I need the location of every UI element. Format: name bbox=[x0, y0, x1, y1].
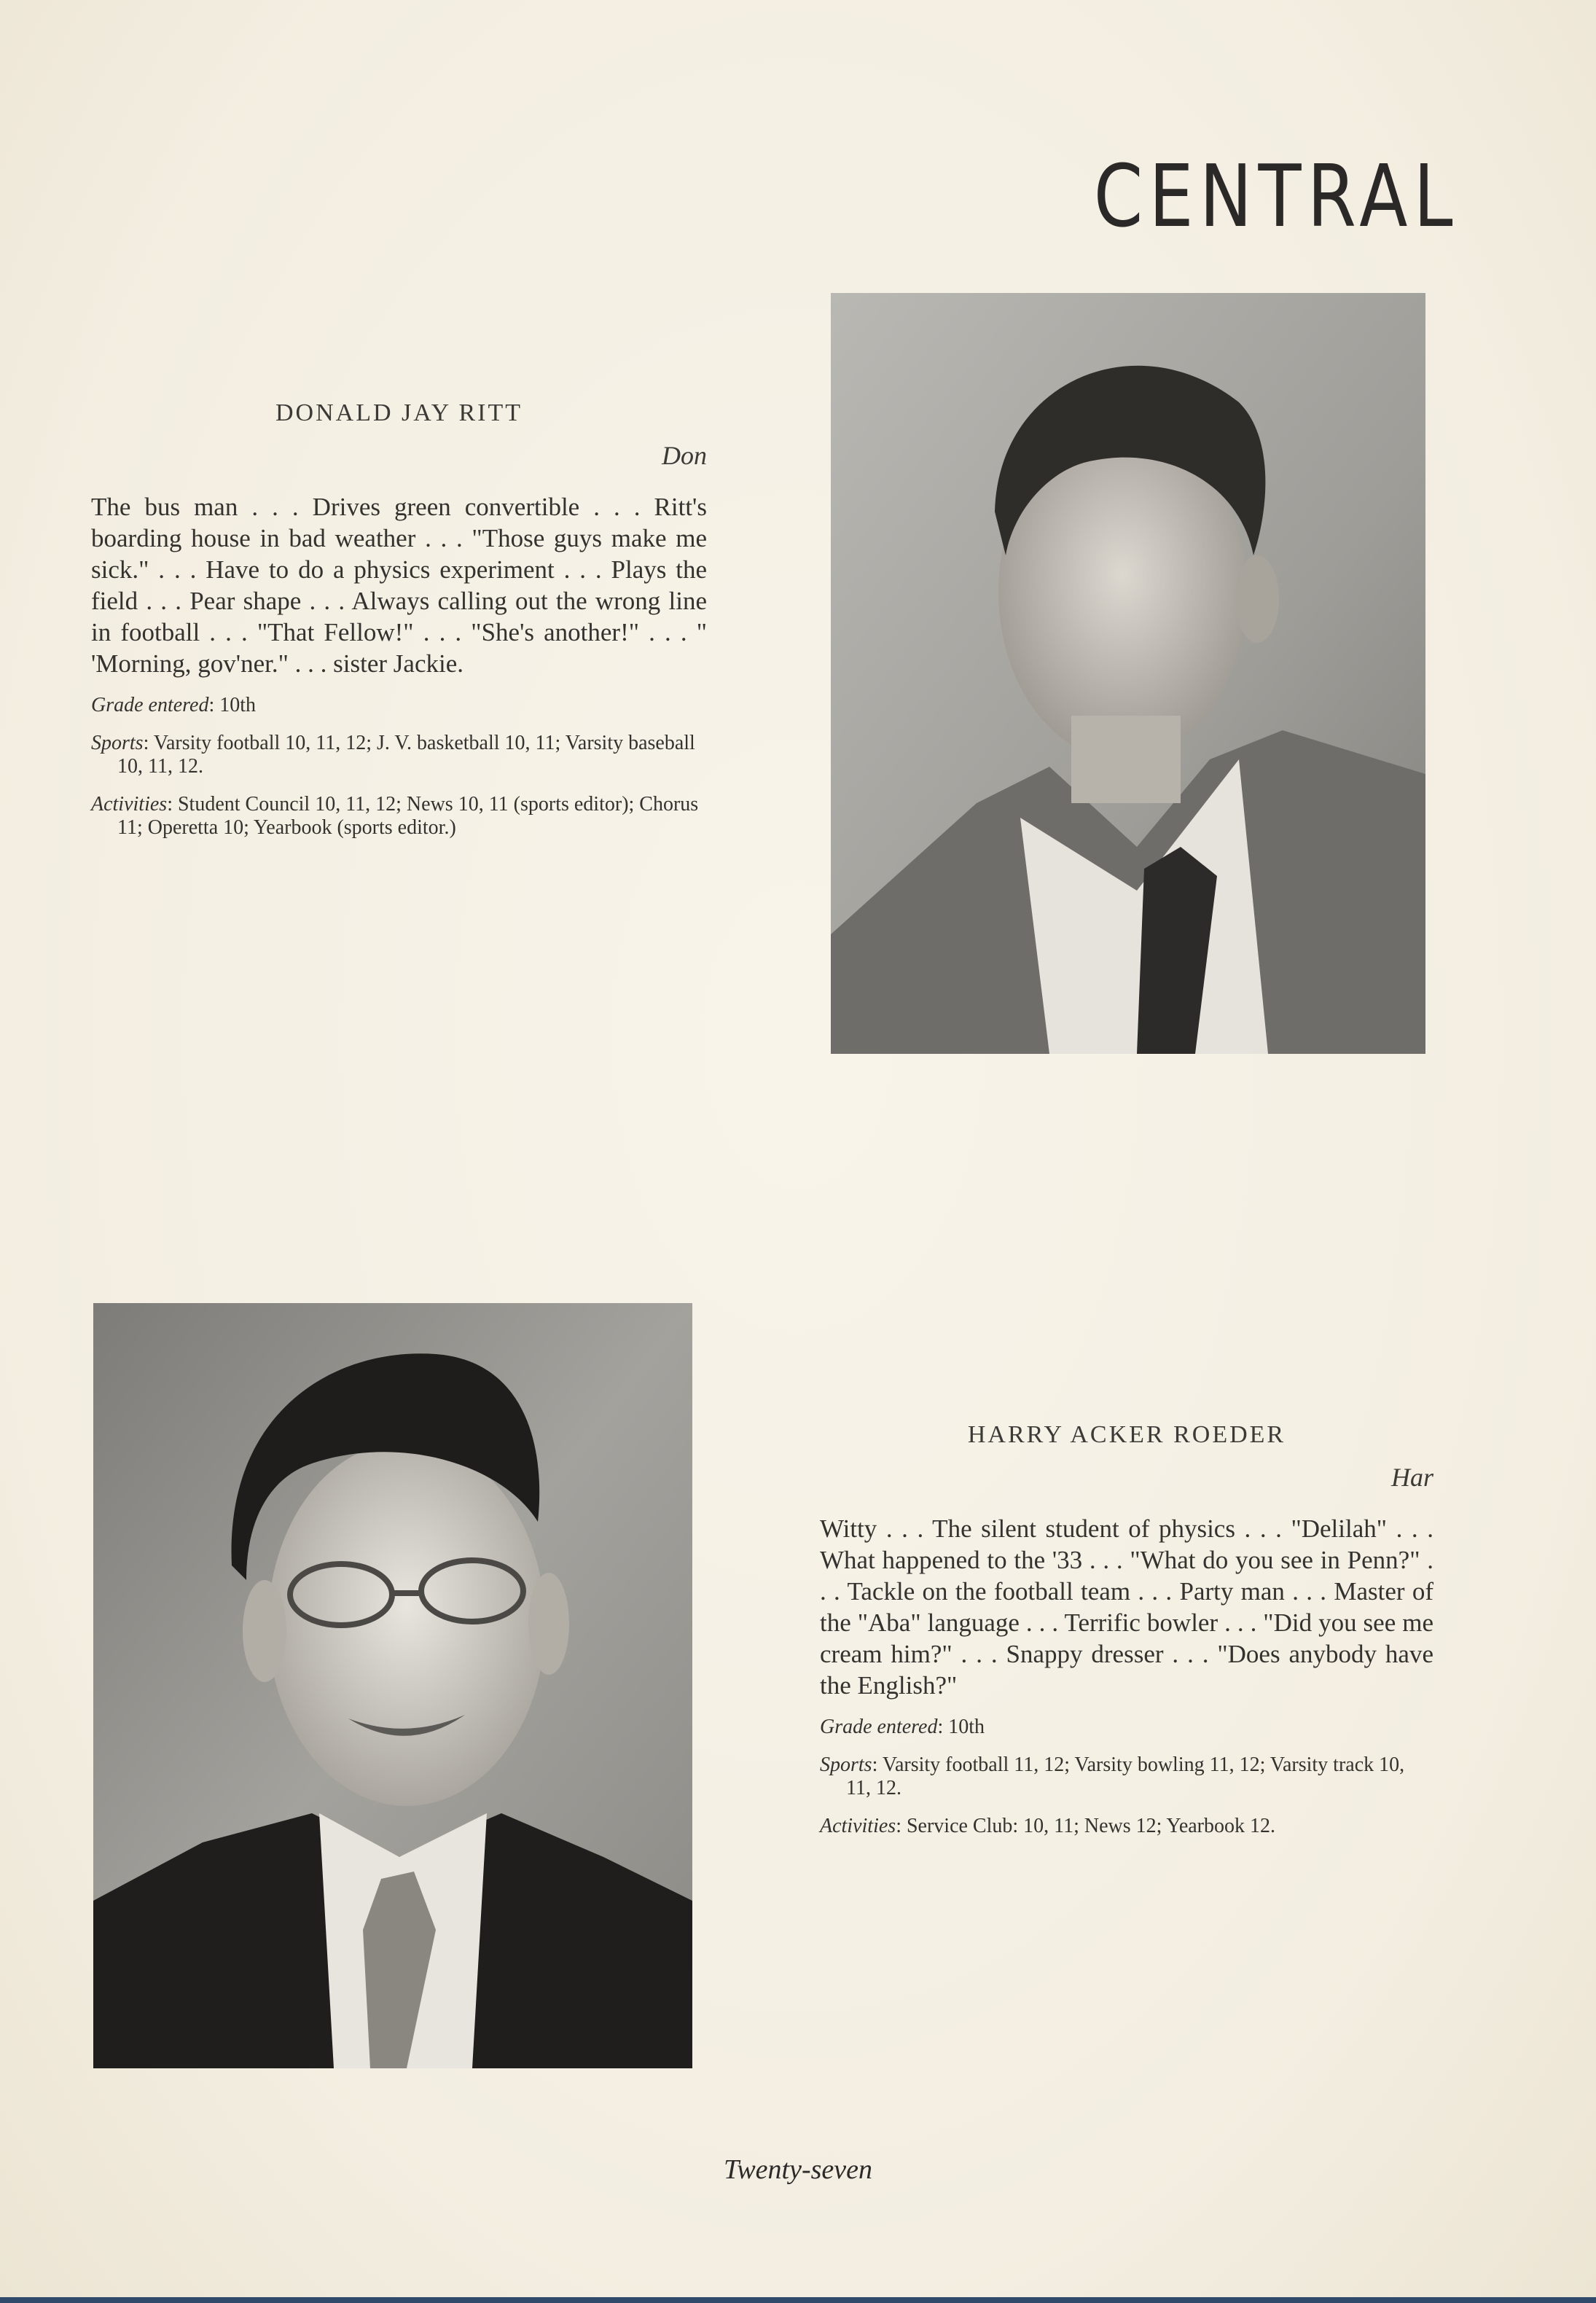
activities-value: Service Club: 10, 11; News 12; Yearbook 12. bbox=[906, 1815, 1276, 1837]
student-bio-1 bbox=[91, 399, 707, 840]
sports: Sports: Varsity football 11, 12; Varsity bowling 11, 12; Varsity track 10, 11, 12. bbox=[820, 1753, 1405, 1799]
sports: Sports: Varsity football 10, 11, 12; J. V. basketball 10, 11; Varsity baseball 10, 11, 12. bbox=[91, 732, 695, 778]
student-bio-2 bbox=[820, 1421, 1433, 1838]
sports-value: Varsity football 11, 12; Varsity bowling 11, 12; Varsity track 10, 11, 12. bbox=[846, 1753, 1405, 1799]
activities-label: Activities bbox=[820, 1815, 896, 1837]
student-name: HARRY ACKER ROEDER bbox=[967, 1421, 1286, 1448]
student-name: DONALD JAY RITT bbox=[275, 399, 523, 426]
grade-value: 10th bbox=[219, 694, 257, 716]
portrait-donald-ritt bbox=[831, 293, 1425, 1054]
sports-label: Sports bbox=[820, 1753, 872, 1776]
activities-value: Student Council 10, 11, 12; News 10, 11 (sports editor); Chorus 11; Operetta 10; Yearbook (sports editor.) bbox=[117, 793, 699, 839]
page-number: Twenty-seven bbox=[724, 2154, 872, 2185]
grade-value: 10th bbox=[948, 1716, 985, 1738]
page-edge bbox=[0, 2297, 1596, 2303]
grade-label: Grade entered bbox=[820, 1716, 938, 1738]
student-description: Witty . . . The silent student of physics . . . "Delilah" . . . What happened to the '33 . . . "What do you see in Penn?" . . . Tackle on the football team . . . Party man . . . Master of the "Aba" language . . . Terrific bowler . . . "Did you see me cream him?" . . . Snappy dresser . . . "Does anybody have the English?" bbox=[820, 1514, 1433, 1700]
grade-label: Grade entered bbox=[91, 694, 209, 716]
sports-value: Varsity football 10, 11, 12; J. V. basketball 10, 11; Varsity baseball 10, 11, 12. bbox=[117, 732, 695, 778]
student-nickname: Don bbox=[662, 441, 707, 470]
activities: Activities: Student Council 10, 11, 12; News 10, 11 (sports editor); Chorus 11; Operetta 10; Yearbook (sports editor.) bbox=[91, 793, 699, 839]
page-heading: CENTRAL bbox=[1093, 146, 1459, 246]
grade-entered: Grade entered: 10th bbox=[91, 694, 257, 716]
student-description: The bus man . . . Drives green convertible . . . Ritt's boarding house in bad weather . . . "Those guys make me sick." . . . Have to do a physics experiment . . . Plays the field . . . Pear shape . . . Always calling out the wrong line in football . . . "That Fellow!" . . . "She's another!" . . . " 'Morning, gov'ner." . . . sister Jackie. bbox=[91, 493, 707, 678]
portrait-harry-roeder bbox=[93, 1303, 692, 2068]
sports-label: Sports bbox=[91, 732, 144, 754]
activities-label: Activities bbox=[91, 793, 168, 816]
activities: Activities: Service Club: 10, 11; News 12; Yearbook 12. bbox=[820, 1815, 1276, 1837]
student-nickname: Har bbox=[1390, 1463, 1433, 1492]
grade-entered: Grade entered: 10th bbox=[820, 1716, 985, 1738]
